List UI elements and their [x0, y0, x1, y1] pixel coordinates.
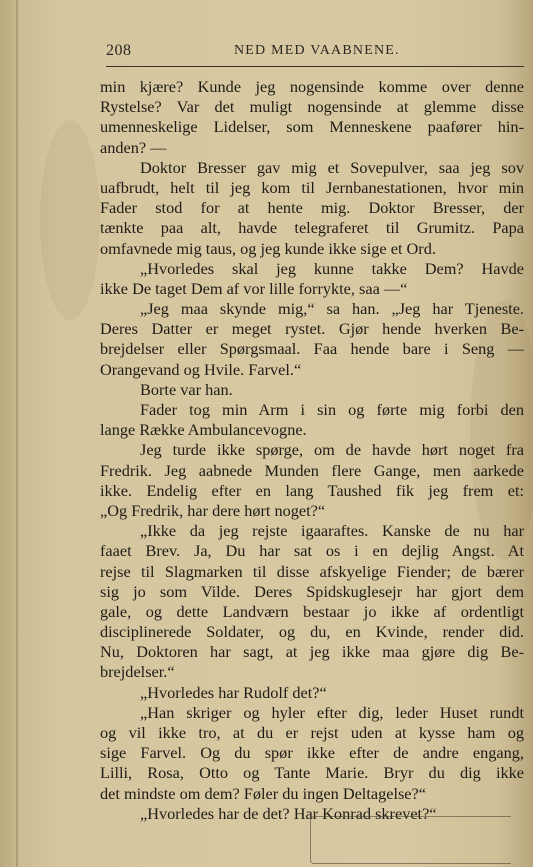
text-line: „Hvorledes har Rudolf det?“: [140, 682, 327, 702]
body-text: [100, 77, 524, 824]
text-line: Lilli, Rosa, Otto og Tante Marie. Bryr du dig ikke: [100, 763, 524, 783]
text-line: rejse til Slagmarken til disse afskyelige Fiender; de bærer: [100, 561, 524, 581]
text-line: Borte var han.: [140, 379, 233, 399]
text-line: faaet Brev. Ja, Du har sat os i en dejlig Angst. At: [100, 541, 524, 561]
text-line: sig jo som Vilde. Deres Spidskuglesejr har gjort dem: [100, 581, 524, 601]
header-rule: [106, 66, 524, 67]
text-line: uafbrudt, helt til jeg kom til Jernbanestationen, hvor min: [100, 177, 524, 197]
text-line: anden? —: [100, 137, 167, 157]
text-line: og vil ikke tro, at du er rejst uden at kysse ham og: [100, 723, 524, 742]
text-line: Fader tog min Arm i sin og førte mig forbi den: [140, 400, 524, 419]
text-line: „Hvorledes har de det? Har Konrad skrevet?“: [140, 803, 437, 823]
text-line: ikke De taget Dem af vor lille forrykte, saa —“: [100, 278, 408, 298]
page-header: [106, 40, 516, 62]
text-line: „Og Fredrik, har dere hørt noget?“: [100, 500, 326, 520]
text-line: Doktor Bresser gav mig et Sovepulver, saa jeg sov: [140, 157, 524, 177]
text-line: Fader stod for at hente mig. Doktor Bresser, der: [100, 198, 524, 218]
text-line: lange Række Ambulancevogne.: [100, 420, 307, 440]
text-line: brejdelser eller Spørgsmaal. Faa hende bare i Seng —: [100, 339, 524, 359]
text-line: Rystelse? Var det muligt nogensinde at glemme disse: [100, 97, 524, 117]
text-line: Orangevand og Hvile. Farvel.“: [100, 359, 302, 379]
text-line: gale, og dette Landværn bestaar jo ikke af ordentligt: [100, 601, 524, 621]
text-line: det mindste om dem? Føler du ingen Deltagelse?“: [100, 783, 426, 803]
text-line: umenneskelige Lidelser, som Menneskene paafører hin-: [100, 117, 524, 137]
text-line: brejdelser.“: [100, 662, 175, 682]
text-line: „Jeg maa skynde mig,“ sa han. „Jeg har Tjeneste.: [140, 299, 524, 319]
text-line: Fredrik. Jeg aabnede Munden flere Gange, men aarkede: [100, 460, 524, 480]
text-line: ikke. Endelig efter en lang Taushed fik jeg frem et:: [100, 480, 524, 500]
library-label-frame: [310, 816, 511, 864]
text-line: sige Farvel. Og du spør ikke efter de andre engang,: [100, 743, 524, 763]
text-line: „Ikke da jeg rejste igaaraftes. Kanske de nu har: [140, 521, 524, 541]
page-number: 208: [106, 42, 132, 59]
page-gutter-shadow: [16, 0, 18, 867]
text-line: tænkte paa alt, havde telegraferet til Grumitz. Papa: [100, 218, 524, 238]
paper-stain: [40, 120, 100, 320]
text-line: omfavnede mig taus, og jeg kunde ikke sige et Ord.: [100, 238, 436, 258]
text-line: „Han skriger og hyler efter dig, leder Huset rundt: [140, 702, 524, 722]
text-line: „Hvorledes skal jeg kunne takke Dem? Havde: [140, 258, 524, 278]
text-line: disciplinerede Soldater, og du, en Kvinde, render did.: [100, 622, 524, 642]
text-line: Deres Datter er meget rystet. Gjør hende hverken Be-: [100, 319, 524, 339]
running-title: NED MED VAABNENE.: [234, 43, 400, 58]
text-line: Jeg turde ikke spørge, om de havde hørt noget fra: [140, 440, 524, 460]
text-line: Nu, Doktoren har sagt, at jeg ikke maa gjøre dig Be-: [100, 642, 524, 662]
text-line: min kjære? Kunde jeg nogensinde komme over denne: [100, 77, 524, 96]
